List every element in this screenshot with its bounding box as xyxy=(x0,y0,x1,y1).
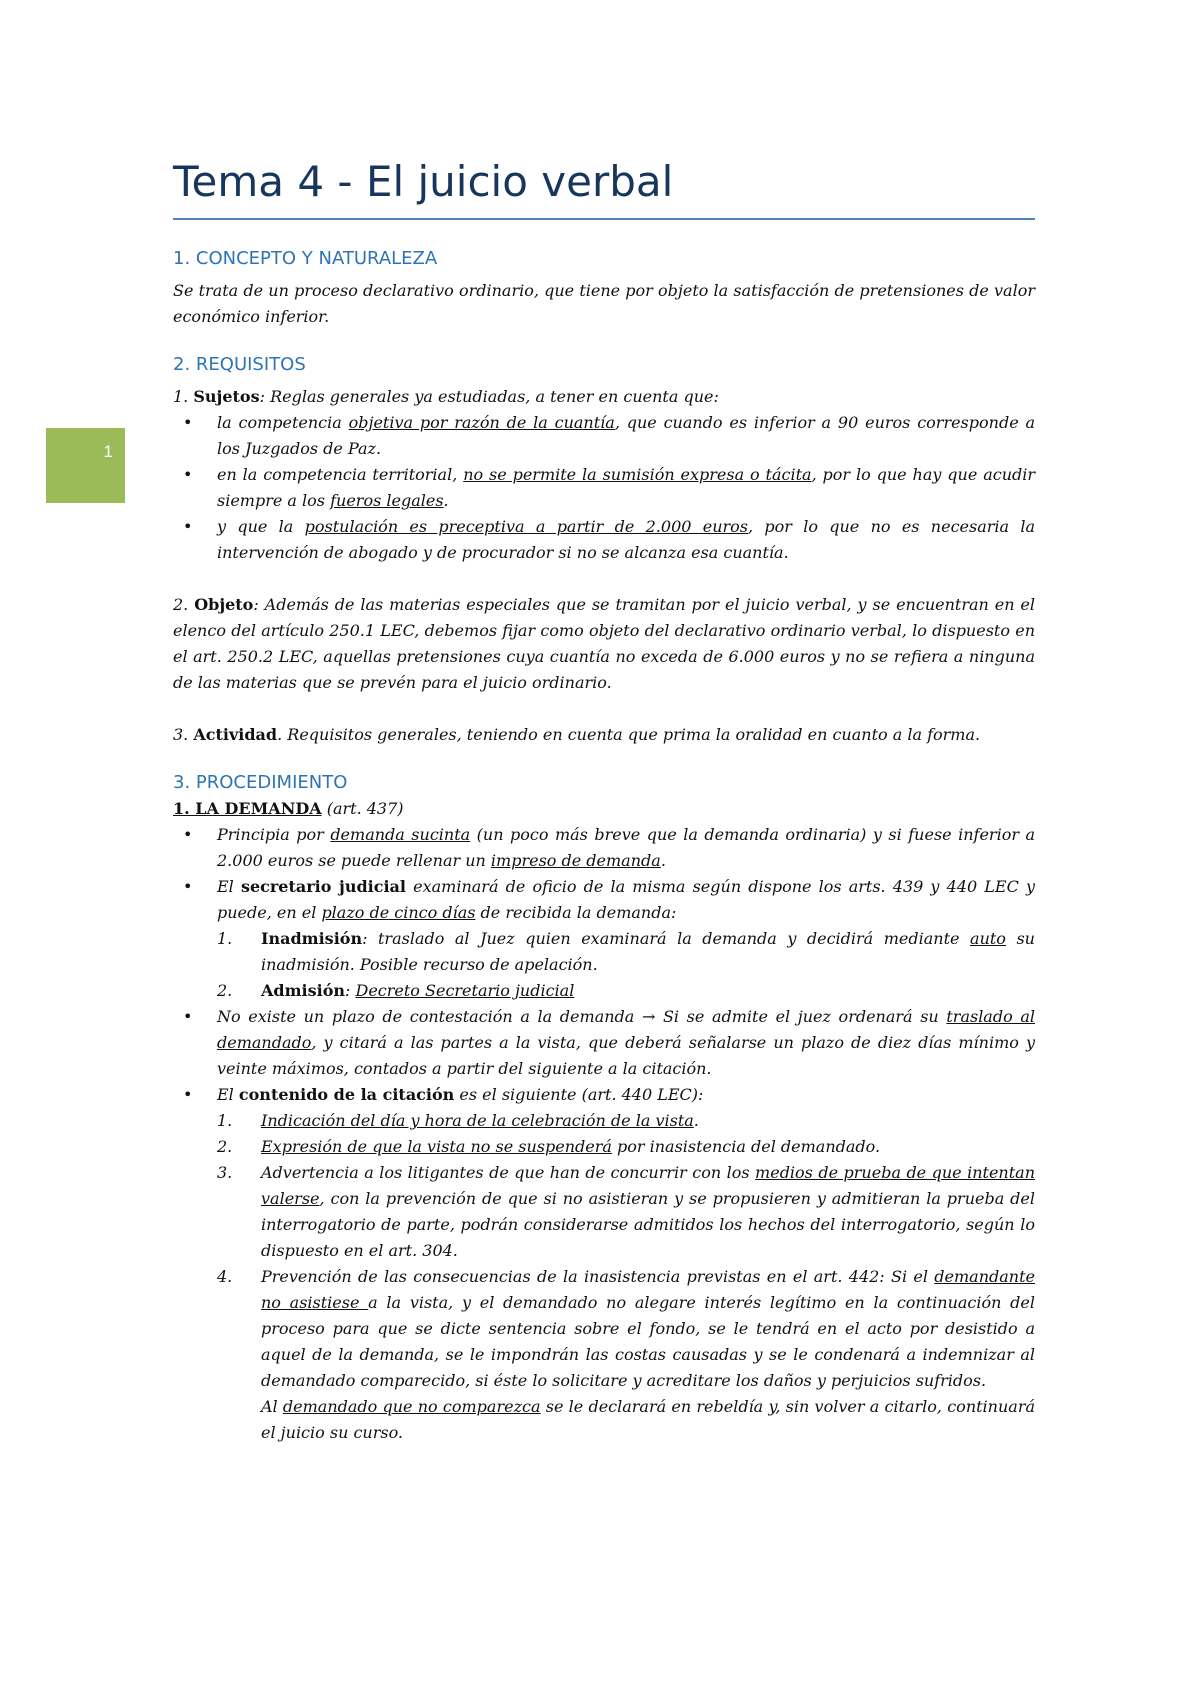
list-item: 2. Expresión de que la vista no se suspenderá por inasistencia del demandado. xyxy=(217,1137,881,1157)
demanda-subheading: 1. LA DEMANDA (art. 437) xyxy=(173,799,404,819)
list-item: 1. Indicación del día y hora de la celebración de la vista. xyxy=(217,1111,699,1131)
list-item: • No existe un plazo de contestación a la demanda → Si se admite el juez ordenará su traslado al demandado, y citará a las partes a la vista, que deberá señalarse un plazo de diez días mínimo y veinte máximos, contados a partir del siguiente a la citación. xyxy=(173,1004,1035,1082)
section-heading-concepto: 1. CONCEPTO Y NATURALEZA xyxy=(173,248,438,270)
list-item: • El contenido de la citación es el siguiente (art. 440 LEC): 1. Indicación del día y hora de la celebración de la vista. 2. Expresión de que la vista no se suspenderá por inasistencia del demandado. 3. Advertencia a los litigantes de que han de concurrir con los medios de prueba de que intentan valerse, con la prevención de que si no asistieran y se propusieren y admitieran la prueba del interrogatorio de parte, podrán considerarse admitidos los hechos del interrogatorio, según lo dispuesto en el art. 304. 4. Prevención de las consecuencias de la inasistencia previstas en el art. 442: Si el demandante no asistiese a la vista, y el demandado no alegare interés legítimo en la continuación del proceso para que se dicte sentencia sobre el fondo, se le tendrá en el acto por desistido a aquel de la demanda, se le impondrán las costas causadas y se le condenará a indemnizar al demandado comparecido, si éste lo solicitare y acreditare los daños y perjuicios sufridos. Al demandado que no comparezca se le declarará en rebeldía y, sin volver a citarlo, continuará el juicio su curso. xyxy=(173,1082,1035,1446)
procedimiento-list xyxy=(173,822,1035,1446)
page-number: 1 xyxy=(103,442,113,461)
sujetos-list xyxy=(173,410,1035,566)
page-title: Tema 4 - El juicio verbal xyxy=(173,158,1035,220)
sujetos-label: Sujetos xyxy=(193,387,260,407)
page-number-tab xyxy=(46,428,125,503)
document-body xyxy=(173,158,1035,1446)
list-item: 2. Admisión: Decreto Secretario judicial xyxy=(217,981,575,1001)
actividad-paragraph: 3. Actividad. Requisitos generales, teniendo en cuenta que prima la oralidad en cuanto a la forma. xyxy=(173,725,981,745)
arrow-icon: → xyxy=(641,1007,656,1027)
list-item: • Principia por demanda sucinta (un poco más breve que la demanda ordinaria) y si fuese inferior a 2.000 euros se puede rellenar un impreso de demanda. xyxy=(173,822,1035,874)
list-item: • en la competencia territorial, no se permite la sumisión expresa o tácita, por lo que hay que acudir siempre a los fueros legales. xyxy=(173,462,1035,514)
list-item: • y que la postulación es preceptiva a partir de 2.000 euros, por lo que no es necesaria la intervención de abogado y de procurador si no se alcanza esa cuantía. xyxy=(173,514,1035,566)
sujetos-paragraph: 1. Sujetos: Reglas generales ya estudiadas, a tener en cuenta que: xyxy=(173,387,719,407)
list-item: • El secretario judicial examinará de oficio de la misma según dispone los arts. 439 y 440 LEC y puede, en el plazo de cinco días de recibida la demanda: 1. Inadmisión: traslado al Juez quien examinará la demanda y decidirá mediante auto su inadmisión. Posible recurso de apelación. 2. Admisión: Decreto Secretario judicial xyxy=(173,874,1035,1004)
secretario-options-list xyxy=(217,926,1035,1004)
list-item: 3. Advertencia a los litigantes de que han de concurrir con los medios de prueba de que intentan valerse, con la prevención de que si no asistieran y se propusieren y admitieran la prueba del interrogatorio de parte, podrán considerarse admitidos los hechos del interrogatorio, según lo dispuesto en el art. 304. xyxy=(217,1163,1035,1261)
list-item: 4. Prevención de las consecuencias de la inasistencia previstas en el art. 442: Si el demandante no asistiese a la vista, y el demandado no alegare interés legítimo en la continuación del proceso para que se dicte sentencia sobre el fondo, se le tendrá en el acto por desistido a aquel de la demanda, se le impondrán las costas causadas y se le condenará a indemnizar al demandado comparecido, si éste lo solicitare y acreditare los daños y perjuicios sufridos. Al demandado que no comparezca se le declarará en rebeldía y, sin volver a citarlo, continuará el juicio su curso. xyxy=(217,1267,1036,1443)
citacion-content-list xyxy=(217,1108,1035,1446)
actividad-label: Actividad xyxy=(193,725,278,745)
objeto-label: Objeto xyxy=(194,595,254,615)
section-heading-procedimiento: 3. PROCEDIMIENTO xyxy=(173,772,348,794)
section-heading-requisitos: 2. REQUISITOS xyxy=(173,354,306,376)
list-item: 1. Inadmisión: traslado al Juez quien examinará la demanda y decidirá mediante auto su inadmisión. Posible recurso de apelación. xyxy=(217,929,1035,975)
concepto-paragraph: Se trata de un proceso declarativo ordinario, que tiene por objeto la satisfacción de pretensiones de valor económico inferior. xyxy=(173,281,1035,327)
objeto-paragraph: 2. Objeto: Además de las materias especiales que se tramitan por el juicio verbal, y se encuentran en el elenco del artículo 250.1 LEC, debemos fijar como objeto del declarativo ordinario verbal, lo dispuesto en el art. 250.2 LEC, aquellas pretensiones cuya cuantía no exceda de 6.000 euros y no se refiera a ninguna de las materias que se prevén para el juicio ordinario. xyxy=(173,595,1035,693)
list-item: • la competencia objetiva por razón de la cuantía, que cuando es inferior a 90 euros corresponde a los Juzgados de Paz. xyxy=(173,410,1035,462)
